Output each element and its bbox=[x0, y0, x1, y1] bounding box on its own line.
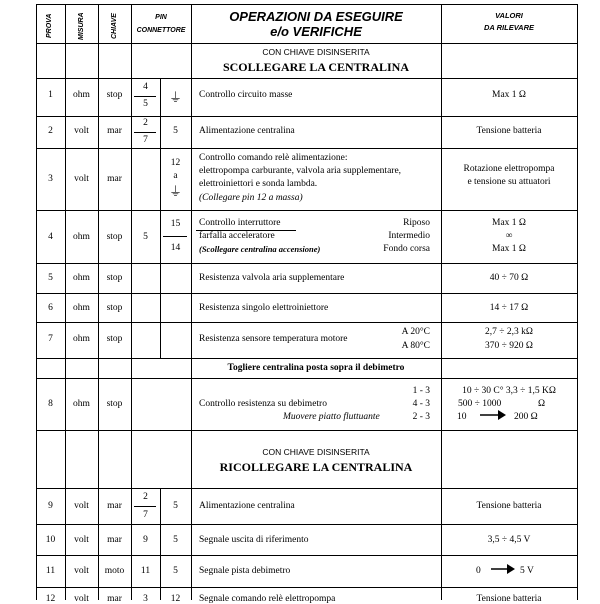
section-note: Togliere centralina posta sopra il debimetro bbox=[227, 363, 405, 373]
cell-pin1: 7 bbox=[143, 510, 148, 520]
cell-valore: Tensione batteria bbox=[476, 501, 542, 511]
cell-valore: 10 bbox=[457, 412, 467, 422]
cell-valore: 5 V bbox=[520, 566, 534, 576]
section-title: SCOLLEGARE LA CENTRALINA bbox=[222, 60, 410, 74]
cell-pin2: 12 bbox=[170, 158, 181, 168]
cell-chiave: moto bbox=[104, 566, 125, 576]
grid-line bbox=[191, 78, 192, 358]
cell-operazione-pin: 2 - 3 bbox=[412, 412, 430, 422]
cell-operazione: Controllo comando relè alimentazione: bbox=[199, 153, 348, 163]
cell-operazione: elettropompa carburante, valvola aria supplementare, bbox=[199, 166, 402, 176]
cell-operazione: elettroiniettori e sonda lambda. bbox=[199, 179, 318, 189]
cell-chiave: stop bbox=[106, 303, 123, 313]
cell-operazione-pos: Riposo bbox=[403, 218, 430, 228]
pin-divider bbox=[163, 236, 187, 237]
cell-operazione: Controllo resistenza su debimetro bbox=[199, 399, 327, 409]
cell-operazione: Controllo interruttore bbox=[199, 218, 281, 228]
cell-chiave: stop bbox=[106, 334, 123, 344]
cell-prova: 3 bbox=[48, 174, 53, 184]
cell-chiave: mar bbox=[107, 594, 122, 604]
grid-line bbox=[36, 322, 578, 323]
cell-prova: 7 bbox=[48, 334, 53, 344]
cell-valore: Tensione batteria bbox=[476, 126, 542, 136]
grid-line bbox=[36, 358, 578, 359]
cell-pin1: 2 bbox=[143, 118, 148, 128]
cell-pin1: 2 bbox=[143, 492, 148, 502]
grid-line bbox=[36, 78, 578, 79]
header-prova: PROVA bbox=[46, 13, 53, 38]
cell-pin1: 11 bbox=[140, 566, 151, 576]
cell-valore: Max 1 Ω bbox=[492, 244, 526, 254]
cell-misura: volt bbox=[74, 174, 89, 184]
pin-divider bbox=[134, 96, 156, 97]
cell-operazione: Segnale uscita di riferimento bbox=[199, 535, 309, 545]
cell-operazione-temp: A 80°C bbox=[401, 341, 430, 351]
cell-prova: 1 bbox=[48, 90, 53, 100]
grid-line bbox=[65, 43, 66, 78]
cell-chiave: stop bbox=[106, 90, 123, 100]
grid-line bbox=[36, 43, 578, 44]
cell-valore: 200 Ω bbox=[514, 412, 538, 422]
cell-prova: 11 bbox=[45, 566, 56, 576]
header-operazioni-2: e/o VERIFICHE bbox=[270, 24, 362, 39]
section-title-small: CON CHIAVE DISINSERITA bbox=[262, 447, 370, 457]
cell-operazione-pos: Fondo corsa bbox=[383, 244, 430, 254]
cell-valore: 0 bbox=[476, 566, 481, 576]
cell-operazione-note: (Scollegare centralina accensione) bbox=[199, 244, 321, 254]
cell-chiave: mar bbox=[107, 174, 122, 184]
cell-valore: 14 ÷ 17 Ω bbox=[489, 303, 529, 313]
cell-pin2: 15 bbox=[170, 219, 181, 229]
cell-valore: 2,7 ÷ 2,3 kΩ bbox=[485, 327, 533, 337]
cell-pin2: 14 bbox=[170, 243, 181, 253]
grid-line bbox=[131, 43, 132, 78]
header-valori: VALORI bbox=[495, 11, 523, 20]
grid-line bbox=[36, 4, 578, 5]
grid-line bbox=[98, 358, 99, 378]
grid-line bbox=[36, 587, 578, 588]
cell-prova: 4 bbox=[48, 232, 53, 242]
cell-operazione: Segnale pista debimetro bbox=[199, 566, 291, 576]
section-title: RICOLLEGARE LA CENTRALINA bbox=[219, 460, 413, 474]
cell-pin1: 4 bbox=[143, 82, 148, 92]
cell-pin2: 5 bbox=[173, 535, 178, 545]
cell-pin1: 9 bbox=[143, 535, 148, 545]
cell-operazione: Resistenza sensore temperatura motore bbox=[199, 334, 348, 344]
cell-operazione-temp: A 20°C bbox=[401, 327, 430, 337]
grid-line bbox=[98, 4, 99, 43]
cell-chiave: mar bbox=[107, 501, 122, 511]
cell-valore: 500 ÷ 1000 bbox=[458, 399, 502, 409]
ground-icon: ⏚ bbox=[168, 185, 182, 200]
grid-line bbox=[65, 78, 66, 358]
cell-prova: 10 bbox=[45, 535, 56, 545]
cell-operazione: Alimentazione centralina bbox=[199, 501, 295, 511]
cell-prova: 6 bbox=[48, 303, 53, 313]
cell-pin1: 5 bbox=[143, 232, 148, 242]
grid-line bbox=[131, 4, 132, 43]
cell-operazione-pos: Intermedio bbox=[388, 231, 430, 241]
grid-line bbox=[131, 430, 132, 488]
grid-line bbox=[160, 78, 161, 358]
cell-prova: 9 bbox=[48, 501, 53, 511]
header-pin: PIN bbox=[155, 14, 167, 21]
cell-valore: ∞ bbox=[505, 231, 513, 241]
header-misura: MISURA bbox=[78, 12, 85, 40]
header-connettore: CONNETTORE bbox=[136, 27, 186, 34]
grid-line bbox=[36, 293, 578, 294]
cell-pin2: 5 bbox=[173, 126, 178, 136]
cell-pin1: 3 bbox=[143, 594, 148, 604]
grid-line bbox=[36, 430, 578, 431]
cell-misura: ohm bbox=[73, 273, 90, 283]
cell-operazione-pin: 4 - 3 bbox=[412, 399, 430, 409]
cell-valore: Max 1 Ω bbox=[492, 90, 526, 100]
grid-line bbox=[191, 378, 192, 430]
pin-divider bbox=[134, 506, 156, 507]
grid-line bbox=[36, 210, 578, 211]
grid-line bbox=[191, 488, 192, 600]
cell-pin1: 7 bbox=[143, 135, 148, 145]
cell-valore: Tensione batteria bbox=[476, 594, 542, 604]
grid-line bbox=[36, 148, 578, 149]
grid-line bbox=[36, 524, 578, 525]
cell-misura: ohm bbox=[73, 303, 90, 313]
pin-divider bbox=[134, 132, 156, 133]
grid-line bbox=[65, 4, 66, 43]
cell-valore: Ω bbox=[538, 399, 546, 409]
header-operazioni: OPERAZIONI DA ESEGUIRE bbox=[229, 9, 403, 24]
cell-valore: e tensione su attuatori bbox=[467, 177, 551, 187]
cell-pin2: 5 bbox=[173, 501, 178, 511]
grid-line bbox=[131, 378, 132, 430]
cell-valore: Max 1 Ω bbox=[492, 218, 526, 228]
grid-line bbox=[36, 555, 578, 556]
cell-misura: volt bbox=[74, 566, 89, 576]
cell-misura: ohm bbox=[73, 232, 90, 242]
grid-line bbox=[191, 430, 192, 488]
cell-chiave: mar bbox=[107, 126, 122, 136]
cell-prova: 5 bbox=[48, 273, 53, 283]
cell-valore: 3,5 ÷ 4,5 V bbox=[487, 535, 531, 545]
cell-misura: volt bbox=[74, 501, 89, 511]
cell-misura: volt bbox=[74, 594, 89, 604]
cell-chiave: stop bbox=[106, 273, 123, 283]
header-valori-2: DA RILEVARE bbox=[483, 23, 534, 32]
grid-line bbox=[36, 378, 578, 379]
grid-line bbox=[65, 358, 66, 378]
header-chiave: CHIAVE bbox=[111, 13, 118, 39]
grid-line bbox=[577, 4, 578, 600]
grid-line bbox=[36, 488, 578, 489]
cell-prova: 8 bbox=[48, 399, 53, 409]
cell-misura: ohm bbox=[73, 334, 90, 344]
section-title-small: CON CHIAVE DISINSERITA bbox=[262, 47, 370, 57]
arrow-icon bbox=[479, 408, 507, 427]
cell-operazione-note: Muovere piatto fluttuante bbox=[283, 412, 380, 422]
grid-line bbox=[98, 78, 99, 358]
cell-misura: ohm bbox=[73, 90, 90, 100]
cell-operazione-note: (Collegare pin 12 a massa) bbox=[199, 193, 303, 203]
grid-line bbox=[65, 430, 66, 488]
cell-misura: ohm bbox=[73, 399, 90, 409]
cell-operazione: Segnale comando relè elettropompa bbox=[199, 594, 336, 604]
cell-operazione: Controllo circuito masse bbox=[199, 90, 293, 100]
cell-valore: 10 ÷ 30 C° 3,3 ÷ 1,5 KΩ bbox=[462, 386, 556, 396]
cell-operazione: farfalla acceleratore bbox=[199, 231, 275, 241]
cell-chiave: stop bbox=[106, 399, 123, 409]
grid-line bbox=[131, 358, 132, 378]
grid-line bbox=[98, 430, 99, 488]
cell-operazione: Resistenza singolo elettroiniettore bbox=[199, 303, 329, 313]
cell-pin2: a bbox=[173, 171, 178, 181]
cell-operazione: Alimentazione centralina bbox=[199, 126, 295, 136]
cell-pin2: 12 bbox=[170, 594, 181, 604]
cell-valore: 370 ÷ 920 Ω bbox=[485, 341, 533, 351]
grid-line bbox=[36, 263, 578, 264]
cell-operazione-pin: 1 - 3 bbox=[412, 386, 430, 396]
cell-prova: 12 bbox=[45, 594, 56, 604]
cell-pin1: 5 bbox=[143, 99, 148, 109]
cell-misura: volt bbox=[74, 126, 89, 136]
cell-misura: volt bbox=[74, 535, 89, 545]
grid-line bbox=[98, 43, 99, 78]
cell-pin2: 5 bbox=[173, 566, 178, 576]
grid-line bbox=[36, 116, 578, 117]
cell-chiave: stop bbox=[106, 232, 123, 242]
cell-valore: 40 ÷ 70 Ω bbox=[489, 273, 529, 283]
ground-icon: ⏚ bbox=[168, 91, 182, 106]
cell-operazione: Resistenza valvola aria supplementare bbox=[199, 273, 345, 283]
arrow-icon bbox=[490, 562, 516, 581]
cell-valore: Rotazione elettropompa bbox=[463, 164, 555, 174]
cell-chiave: mar bbox=[107, 535, 122, 545]
cell-prova: 2 bbox=[48, 126, 53, 136]
